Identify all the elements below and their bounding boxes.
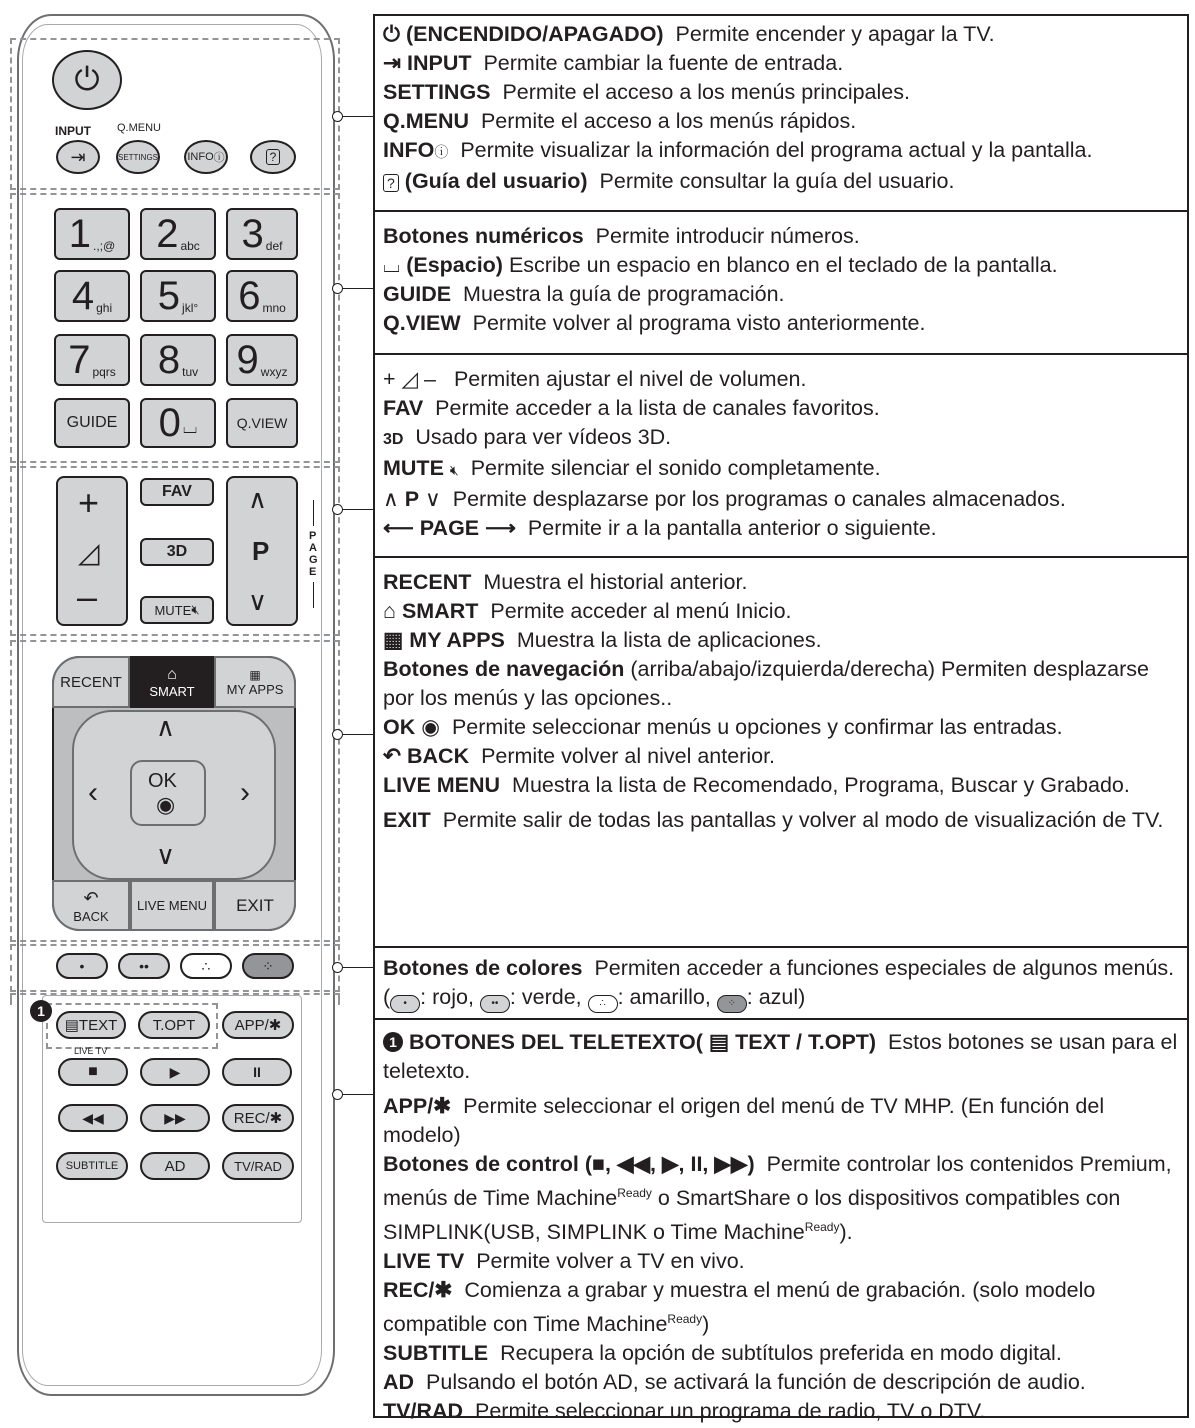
threed-icon: 3D bbox=[383, 431, 404, 448]
app-line bbox=[383, 1092, 1179, 1150]
p-txt: Permite desplazarse por los programas o canales almacenados. bbox=[452, 487, 1066, 511]
nav-down-icon[interactable]: ∨ bbox=[156, 840, 176, 870]
subtitle-txt: Recupera la opción de subtítulos preferida en modo digital. bbox=[500, 1341, 1062, 1366]
page-left-icon: ⟵ bbox=[383, 516, 420, 540]
number-button-2[interactable] bbox=[140, 208, 216, 260]
livemenu-button[interactable]: LIVE MENU bbox=[130, 880, 214, 931]
fav-txt: Permite acceder a la lista de canales favoritos. bbox=[435, 396, 880, 420]
green-txt: : verde, bbox=[509, 985, 588, 1009]
number-button-7[interactable] bbox=[54, 334, 130, 386]
number-letters: .,;@ bbox=[93, 239, 116, 253]
info-txt: Permite visualizar la información del programa actual y la pantalla. bbox=[460, 138, 1093, 162]
recent-txt: Muestra el historial anterior. bbox=[483, 570, 748, 594]
ad-button[interactable]: AD bbox=[140, 1152, 210, 1180]
input-label: INPUT bbox=[55, 124, 91, 138]
leader-5 bbox=[342, 967, 373, 968]
section-navigation bbox=[375, 558, 1187, 948]
back-icon: ↶ bbox=[83, 887, 99, 908]
leader-3 bbox=[342, 509, 373, 510]
text-button[interactable] bbox=[56, 1011, 126, 1039]
input-button[interactable]: ⇥ bbox=[56, 140, 100, 174]
tvrad-txt: Permite seleccionar un programa de radio, TV o DTV. bbox=[474, 1399, 986, 1424]
ready-sup-2: Ready bbox=[804, 1220, 840, 1235]
userguide-txt: Permite consultar la guía del usuario. bbox=[599, 169, 955, 193]
info-line bbox=[383, 136, 1179, 167]
mute-kw: MUTE bbox=[383, 456, 444, 480]
leader-4 bbox=[342, 734, 373, 735]
fav-line bbox=[383, 394, 1179, 423]
number-button-3[interactable] bbox=[226, 208, 298, 260]
number-letters: wxyz bbox=[260, 365, 288, 379]
number-letters: def bbox=[265, 239, 283, 253]
remote-illustration bbox=[0, 0, 350, 1428]
program-up-icon: ∧ bbox=[248, 484, 268, 514]
ctrl-txt-c: ). bbox=[839, 1220, 853, 1245]
ok-label: OK bbox=[148, 770, 177, 792]
rec-txt: Comienza a grabar y muestra el menú de grabación. (solo modelo compatible con Time Machine bbox=[383, 1278, 1096, 1337]
app-kw: APP/✱ bbox=[383, 1094, 452, 1118]
colors-txt: Permiten acceder a funciones especiales de algunos menús. ( bbox=[383, 956, 1175, 1009]
subtitle-kw: SUBTITLE bbox=[383, 1341, 489, 1366]
power-txt: Permite encender y apagar la TV. bbox=[675, 22, 995, 46]
myapps-txt: Muestra la lista de aplicaciones. bbox=[516, 628, 822, 652]
nav-kw: Botones de navegación bbox=[383, 657, 625, 681]
tele-badge: 1 bbox=[383, 1032, 403, 1052]
volume-icon: ◿ bbox=[78, 537, 100, 568]
yellow-button[interactable]: ∴ bbox=[180, 953, 232, 979]
userguide-icon: ? bbox=[383, 174, 399, 192]
ad-line bbox=[383, 1368, 1179, 1397]
page-arrow-up bbox=[313, 500, 314, 526]
num-kw: Botones numéricos bbox=[383, 224, 584, 248]
number-letters: mno bbox=[262, 301, 286, 315]
blue-button[interactable]: ⁘ bbox=[242, 953, 294, 979]
threed-txt: Usado para ver vídeos 3D. bbox=[415, 425, 672, 449]
nav-left-icon[interactable]: ‹ bbox=[88, 776, 98, 809]
myapps-button[interactable] bbox=[214, 656, 296, 708]
userguide-kw: (Guía del usuario) bbox=[404, 169, 588, 193]
space-icon-text: ⌴ bbox=[383, 253, 407, 277]
subtitle-line bbox=[383, 1339, 1179, 1368]
ok-line bbox=[383, 713, 1179, 742]
space-icon: ⌴ bbox=[182, 417, 198, 437]
page-right-icon: ⟶ bbox=[479, 516, 522, 540]
section-power bbox=[375, 16, 1187, 212]
ok-icon: ◉ bbox=[156, 792, 176, 817]
nav-up-icon[interactable]: ∧ bbox=[156, 712, 176, 742]
power-kw: (ENCENDIDO/APAGADO) bbox=[405, 22, 664, 46]
leader-1 bbox=[342, 116, 373, 117]
ok-kw: OK bbox=[383, 715, 416, 739]
red-txt: : rojo, bbox=[420, 985, 480, 1009]
rec-button[interactable]: REC/✱ bbox=[222, 1104, 294, 1132]
number-letters: jkl° bbox=[182, 301, 199, 315]
tele-kw2: TEXT / T.OPT) bbox=[735, 1030, 877, 1054]
tvrad-button[interactable]: TV/RAD bbox=[222, 1152, 294, 1180]
number-digit: 6 bbox=[238, 274, 261, 318]
recent-button[interactable]: RECENT bbox=[52, 656, 130, 708]
recent-kw: RECENT bbox=[383, 570, 472, 594]
tele-line bbox=[383, 1028, 1179, 1086]
tvrad-kw: TV/RAD bbox=[383, 1399, 464, 1424]
guide-kw: GUIDE bbox=[383, 282, 452, 306]
ok-icon-text: ◉ bbox=[421, 715, 440, 739]
qmenu-txt: Permite el acceso a los menús rápidos. bbox=[480, 109, 857, 133]
ctrl-line bbox=[383, 1150, 1179, 1247]
number-button-8[interactable] bbox=[140, 334, 216, 386]
app-button[interactable]: APP/✱ bbox=[222, 1011, 294, 1039]
ad-kw: AD bbox=[383, 1370, 415, 1395]
mute-icon: 🔇︎ bbox=[191, 602, 200, 617]
number-digit: 9 bbox=[236, 338, 259, 382]
back-icon-text: ↶ bbox=[383, 744, 407, 768]
smart-button[interactable] bbox=[130, 656, 214, 708]
number-digit: 3 bbox=[241, 212, 264, 256]
smart-label: SMART bbox=[149, 683, 195, 699]
settings-line bbox=[383, 78, 1179, 107]
smart-line bbox=[383, 597, 1179, 626]
red-mini-icon: • bbox=[390, 995, 420, 1013]
mute-icon-text: 🔇︎ bbox=[449, 462, 459, 478]
tele-txt: Estos botones se usan para el teletexto. bbox=[383, 1030, 1178, 1083]
number-letters: ghi bbox=[96, 301, 113, 315]
back-txt: Permite volver al nivel anterior. bbox=[481, 744, 776, 768]
volume-down-icon: – bbox=[77, 576, 98, 617]
mute-button[interactable] bbox=[140, 596, 214, 624]
tele-kw: BOTONES DEL TELETEXTO( bbox=[408, 1030, 703, 1054]
user-guide-icon: ? bbox=[266, 149, 281, 165]
ok-txt: Permite seleccionar menús u opciones y confirmar las entradas. bbox=[451, 715, 1063, 739]
power-line bbox=[383, 20, 1179, 49]
section-teletext bbox=[375, 1020, 1187, 1424]
colors-line bbox=[383, 954, 1179, 1013]
number-digit: 7 bbox=[68, 338, 91, 382]
back-kw: BACK bbox=[407, 744, 470, 768]
page-vertical-label: PAGE bbox=[309, 530, 318, 578]
exit-kw: EXIT bbox=[383, 808, 431, 832]
fav-kw: FAV bbox=[383, 396, 424, 420]
apps-grid-icon: ▦ bbox=[249, 667, 261, 682]
vol-icons: + ◿ – bbox=[383, 367, 448, 391]
guide-line bbox=[383, 280, 1179, 309]
tvrad-line bbox=[383, 1397, 1179, 1426]
number-button-6[interactable] bbox=[226, 270, 298, 322]
text-icon: ▤ bbox=[64, 1017, 79, 1034]
number-button-5[interactable] bbox=[140, 270, 216, 322]
space-kw: (Espacio) bbox=[406, 253, 503, 277]
livemenu-line bbox=[383, 771, 1179, 800]
ctrl-txt-a: Permite controlar los contenidos Premium, menús de Time Machine bbox=[383, 1152, 1172, 1211]
rec-txt-b: ) bbox=[702, 1312, 710, 1337]
settings-kw: SETTINGS bbox=[383, 80, 491, 104]
program-label: P bbox=[252, 536, 270, 566]
livemenu-kw: LIVE MENU bbox=[383, 773, 501, 797]
livetv-line bbox=[383, 1247, 1179, 1276]
livetv-txt: Permite volver a TV en vivo. bbox=[476, 1249, 745, 1274]
number-digit: 1 bbox=[68, 212, 92, 256]
ctrl-icons: (■, ◀◀, ▶, II, ▶▶) bbox=[584, 1152, 755, 1176]
app-txt: Permite seleccionar el origen del menú de TV MHP. (En función del modelo) bbox=[383, 1094, 1105, 1147]
nav-line bbox=[383, 655, 1179, 713]
settings-button[interactable]: SETTINGS bbox=[116, 140, 160, 174]
description-panel bbox=[373, 14, 1189, 1424]
livemenu-txt: Muestra la lista de Recomendado, Programa, Buscar y Grabado. bbox=[512, 773, 1130, 797]
back-button[interactable] bbox=[52, 880, 130, 931]
p-down-icon: ∨ bbox=[419, 487, 447, 511]
smart-txt: Permite acceder al menú Inicio. bbox=[490, 599, 792, 623]
number-letters: tuv bbox=[182, 365, 199, 379]
leader-6 bbox=[342, 1094, 373, 1095]
myapps-line bbox=[383, 626, 1179, 655]
nav-txt: (arriba/abajo/izquierda/derecha) Permiten desplazarse por los menús y las opciones.. bbox=[383, 657, 1149, 710]
info-button-label: INFO bbox=[187, 151, 214, 163]
num-line bbox=[383, 222, 1179, 251]
fav-button[interactable]: FAV bbox=[140, 478, 214, 506]
threed-line bbox=[383, 423, 1179, 454]
home-icon: ⌂ bbox=[167, 665, 177, 683]
mute-txt: Permite silenciar el sonido completamente. bbox=[470, 456, 881, 480]
program-down-icon: ∨ bbox=[248, 586, 268, 616]
recent-line bbox=[383, 568, 1179, 597]
input-kw: INPUT bbox=[407, 51, 472, 75]
vol-line bbox=[383, 365, 1179, 394]
rec-line bbox=[383, 1276, 1179, 1339]
user-guide-button[interactable] bbox=[250, 140, 296, 174]
power-icon: ⏻ bbox=[383, 22, 406, 46]
input-line bbox=[383, 49, 1179, 78]
yellow-txt: : amarillo, bbox=[617, 985, 717, 1009]
pause-button[interactable]: II bbox=[222, 1058, 292, 1086]
blue-txt: : azul) bbox=[746, 985, 806, 1009]
home-icon-text: ⌂ bbox=[383, 599, 402, 623]
topt-button[interactable]: T.OPT bbox=[138, 1011, 210, 1039]
info-icon: ⓘ bbox=[434, 144, 449, 160]
number-digit: 2 bbox=[156, 212, 179, 256]
settings-txt: Permite el acceso a los menús principales. bbox=[502, 80, 910, 104]
zero-digit: 0 bbox=[158, 401, 181, 445]
text-icon-text: ▤ bbox=[708, 1030, 736, 1054]
number-digit: 5 bbox=[157, 274, 181, 318]
blue-mini-icon: ⁘ bbox=[717, 995, 747, 1013]
volume-up-icon: + bbox=[78, 482, 100, 523]
rec-kw: REC/✱ bbox=[383, 1278, 453, 1303]
qmenu-label: Q.MENU bbox=[117, 122, 161, 134]
info-button[interactable]: INFO ⓘ bbox=[184, 140, 228, 174]
number-button-1[interactable] bbox=[54, 208, 130, 260]
number-letters: pqrs bbox=[92, 365, 116, 379]
colors-kw: Botones de colores bbox=[383, 956, 583, 980]
play-button[interactable]: ▶ bbox=[140, 1058, 210, 1086]
rewind-button[interactable]: ◀◀ bbox=[58, 1104, 128, 1132]
ctrl-kw: Botones de control bbox=[383, 1152, 579, 1176]
input-icon: ⇥ bbox=[383, 51, 407, 75]
back-label: BACK bbox=[73, 908, 109, 924]
livetv-kw: LIVE TV bbox=[383, 1249, 465, 1274]
exit-button[interactable]: EXIT bbox=[214, 880, 296, 931]
qview-button[interactable]: Q.VIEW bbox=[226, 398, 298, 448]
red-button[interactable]: • bbox=[56, 953, 108, 979]
power-button[interactable]: ⏻ bbox=[52, 50, 122, 110]
ready-sup-3: Ready bbox=[667, 1312, 703, 1327]
back-line bbox=[383, 742, 1179, 771]
green-button[interactable]: •• bbox=[118, 953, 170, 979]
qmenu-kw: Q.MENU bbox=[383, 109, 469, 133]
subtitle-button[interactable]: SUBTITLE bbox=[56, 1152, 128, 1180]
mute-line bbox=[383, 454, 1179, 485]
page-txt: Permite ir a la pantalla anterior o siguiente. bbox=[527, 516, 937, 540]
page-kw: PAGE bbox=[419, 516, 480, 540]
myapps-kw: MY APPS bbox=[409, 628, 505, 652]
info-kw: INFO bbox=[383, 138, 435, 162]
guide-button[interactable]: GUIDE bbox=[54, 398, 130, 448]
section-volume bbox=[375, 355, 1187, 558]
qview-kw: Q.VIEW bbox=[383, 311, 461, 335]
exit-txt: Permite salir de todas las pantallas y volver al modo de visualización de TV. bbox=[442, 808, 1164, 832]
badge-1: 1 bbox=[30, 1000, 52, 1022]
livetv-label: LIVE TV bbox=[74, 1046, 108, 1056]
yellow-mini-icon: ∴ bbox=[588, 995, 618, 1013]
green-mini-icon: •• bbox=[480, 995, 510, 1013]
ad-txt: Pulsando el botón AD, se activará la función de descripción de audio. bbox=[426, 1370, 1086, 1395]
myapps-label: MY APPS bbox=[226, 681, 284, 697]
stop-button[interactable]: ■ bbox=[58, 1058, 128, 1086]
qview-txt: Permite volver al programa visto anteriormente. bbox=[472, 311, 926, 335]
page-arrow-down bbox=[313, 582, 314, 608]
vol-txt: Permiten ajustar el nivel de volumen. bbox=[453, 367, 807, 391]
exit-line bbox=[383, 806, 1179, 835]
space-line bbox=[383, 251, 1179, 280]
p-up-icon: ∧ bbox=[383, 487, 405, 511]
apps-icon-text: ▦ bbox=[383, 628, 410, 652]
ctrl-txt-b: o SmartShare o los dispositivos compatibles con SIMPLINK(USB, SIMPLINK o Time Machine bbox=[383, 1186, 1121, 1245]
threed-button[interactable]: 3D bbox=[140, 538, 214, 566]
input-txt: Permite cambiar la fuente de entrada. bbox=[483, 51, 844, 75]
number-button-9[interactable] bbox=[226, 334, 298, 386]
qmenu-line bbox=[383, 107, 1179, 136]
mute-label: MUTE bbox=[154, 602, 192, 618]
text-label: TEXT bbox=[78, 1016, 118, 1034]
userguide-line bbox=[383, 167, 1179, 198]
nav-right-icon[interactable]: › bbox=[240, 776, 250, 809]
leader-2 bbox=[342, 288, 373, 289]
ready-sup-1: Ready bbox=[617, 1186, 652, 1200]
p-line bbox=[383, 485, 1179, 514]
page-line bbox=[383, 514, 1179, 543]
zero-button[interactable] bbox=[140, 398, 216, 448]
number-digit: 8 bbox=[157, 338, 181, 382]
p-kw: P bbox=[404, 487, 420, 511]
section-numbers bbox=[375, 212, 1187, 355]
qview-line bbox=[383, 309, 1179, 338]
smart-kw: SMART bbox=[401, 599, 479, 623]
space-txt: Escribe un espacio en blanco en el teclado de la pantalla. bbox=[508, 253, 1058, 277]
number-letters: abc bbox=[180, 239, 200, 253]
section-colors bbox=[375, 948, 1187, 1020]
guide-txt: Muestra la guía de programación. bbox=[463, 282, 785, 306]
number-button-4[interactable] bbox=[54, 270, 130, 322]
num-txt: Permite introducir números. bbox=[595, 224, 860, 248]
number-digit: 4 bbox=[71, 274, 95, 318]
forward-button[interactable]: ▶▶ bbox=[140, 1104, 210, 1132]
